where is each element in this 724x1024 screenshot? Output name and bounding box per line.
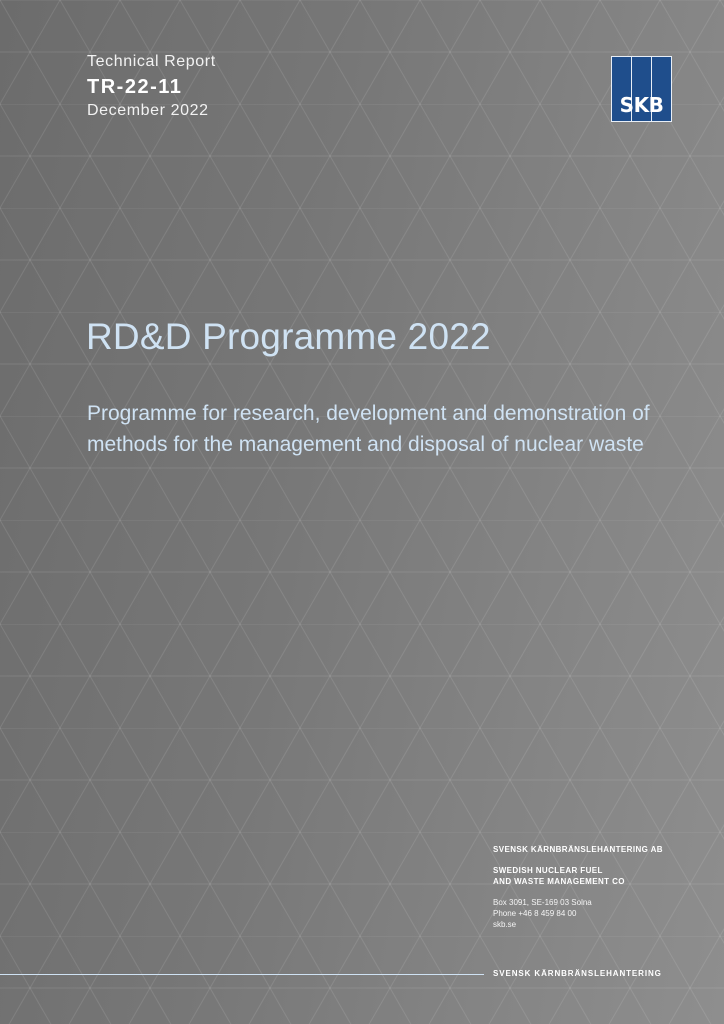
report-type: Technical Report: [87, 53, 216, 70]
company-name-english-line2: AND WASTE MANAGEMENT CO: [493, 877, 625, 886]
document-subtitle: Programme for research, development and demonstration of methods for the management and disposal of nuclear waste: [87, 402, 650, 456]
skb-logo: [611, 56, 672, 122]
document-title: RD&D Programme 2022: [86, 316, 491, 357]
publisher-address: [493, 844, 663, 930]
company-name-swedish: SVENSK KÄRNBRÄNSLEHANTERING AB: [493, 845, 663, 854]
phone-number: Phone +46 8 459 84 00: [493, 909, 577, 918]
company-name-english-line1: SWEDISH NUCLEAR FUEL: [493, 866, 603, 875]
footer-divider: [0, 974, 484, 975]
logo-text: SKB: [619, 93, 664, 117]
report-number: TR-22-11: [87, 76, 183, 98]
website: skb.se: [493, 920, 517, 929]
footer-company-name: SVENSK KÄRNBRÄNSLEHANTERING: [493, 969, 662, 978]
report-date: December 2022: [87, 102, 209, 119]
report-header: [87, 52, 216, 121]
postal-address: Box 3091, SE-169 03 Solna: [493, 898, 592, 907]
